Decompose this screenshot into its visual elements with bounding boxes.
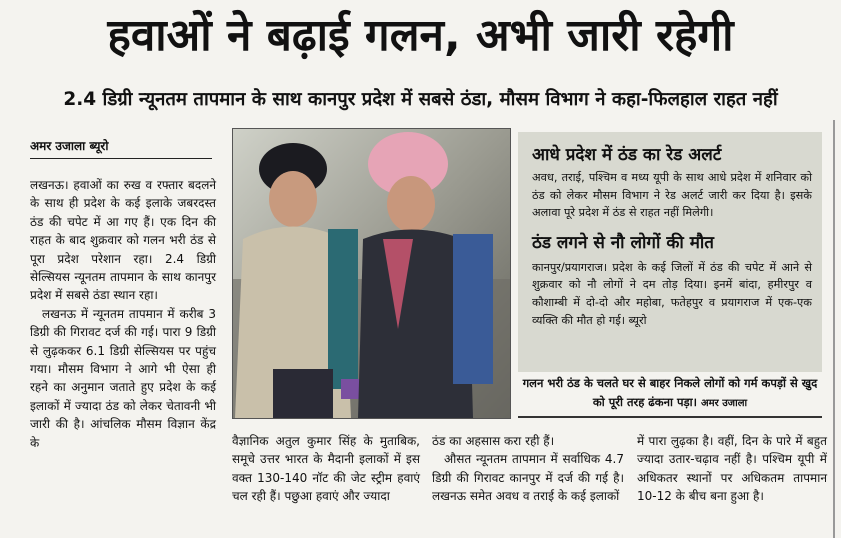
sidebar-heading-deaths: ठंड लगने से नौ लोगों की मौत: [532, 232, 714, 253]
paragraph: ठंड का अहसास करा रही हैं।: [432, 434, 555, 448]
paragraph: में पारा लुढ़का है। वहीं, दिन के पारे में बहुत ज्यादा उतार-चढ़ाव नहीं है। पश्चिम यूपी में अधिकतर स्थानों पर अधिकतम तापमान 10-12 के बीच बना हुआ है।: [637, 434, 827, 504]
article-column-4: [637, 432, 827, 506]
caption-divider: [518, 416, 822, 418]
photo-two-girls-in-winter-clothes: [233, 129, 510, 418]
caption-text: गलन भरी ठंड के चलते घर से बाहर निकले लोगों को गर्म कपड़ों से खुद को पूरी तरह ढंकना पड़ा।: [522, 376, 818, 409]
paragraph: लखनऊ। हवाओं का रुख व रफ्तार बदलने के साथ ही प्रदेश के कई इलाके जबरदस्त ठंड की चपेट में आ गए हैं। एक दिन की राहत के बाद शुक्रवार को गलन भरी ठंड से पूरा प्रदेश परेशान रहा। 2.4 डिग्री सेल्सियस न्यूनतम तापमान के साथ कानपुर प्रदेश में सबसे ठंडा स्थान रहा।: [30, 178, 216, 303]
sidebar-text-red-alert: अवध, तराई, पश्चिम व मध्य यूपी के साथ आधे प्रदेश में शनिवार को ठंड को लेकर मौसम विभाग ने रेड अलर्ट जारी कर दिया है। इसके अलावा पूरे प्रदेश में ठंड से राहत नहीं मिलेगी।: [532, 171, 812, 220]
caption-credit: अमर उजाला: [701, 397, 748, 409]
byline: अमर उजाला ब्यूरो: [30, 139, 109, 153]
paragraph: लखनऊ में न्यूनतम तापमान में करीब 3 डिग्री की गिरावट दर्ज की गई। पारा 9 डिग्री से लुढ़ककर 6.1 डिग्री सेल्सियस पर पहुंच गया। मौसम विभाग ने आगे भी ऐसा ही रहने का अनुमान जताते हुए प्रदेश के कई इलाकों में ज्यादा ठंड को लेकर चेतावनी भी जारी की है। आंचलिक मौसम विज्ञान केंद्र के: [30, 306, 216, 450]
paragraph: वैज्ञानिक अतुल कुमार सिंह के मुताबिक, समूचे उत्तर भारत के मैदानी इलाकों में इस वक्त 130-140 नॉट की जेट स्ट्रीम हवाएं चल रही हैं। पछुआ हवाएं और ज्यादा: [232, 434, 420, 504]
photo-caption: [520, 374, 820, 413]
article-column-2: [232, 432, 420, 506]
page-edge-rule: [833, 120, 835, 538]
byline-divider: [30, 158, 212, 159]
sidebar-text-deaths: कानपुर/प्रयागराज। प्रदेश के कई जिलों में ठंड की चपेट में आने से शुक्रवार को नौ लोगों ने दम तोड़ दिया। इनमें बांदा, हमीरपुर व कौशाम्बी में दो-दो और महोबा, फतेहपुर व प्रयागराज में एक-एक व्यक्ति की मौत हो गई। ब्यूरो: [532, 260, 812, 327]
sidebar-box: [518, 132, 822, 372]
news-photo: [232, 128, 511, 419]
sidebar-heading-red-alert: आधे प्रदेश में ठंड का रेड अलर्ट: [532, 145, 722, 165]
article-column-3: [432, 432, 624, 506]
headline: हवाओं ने बढ़ाई गलन, अभी जारी रहेगी: [107, 10, 734, 61]
article-column-1: [30, 176, 216, 452]
subheadline: 2.4 डिग्री न्यूनतम तापमान के साथ कानपुर प्रदेश में सबसे ठंडा, मौसम विभाग ने कहा-फिलहाल राहत नहीं: [63, 89, 778, 110]
paragraph: औसत न्यूनतम तापमान में सर्वाधिक 4.7 डिग्री की गिरावट कानपुर में दर्ज की गई है। लखनऊ समेत अवध व तराई के कई इलाकों: [432, 452, 624, 504]
